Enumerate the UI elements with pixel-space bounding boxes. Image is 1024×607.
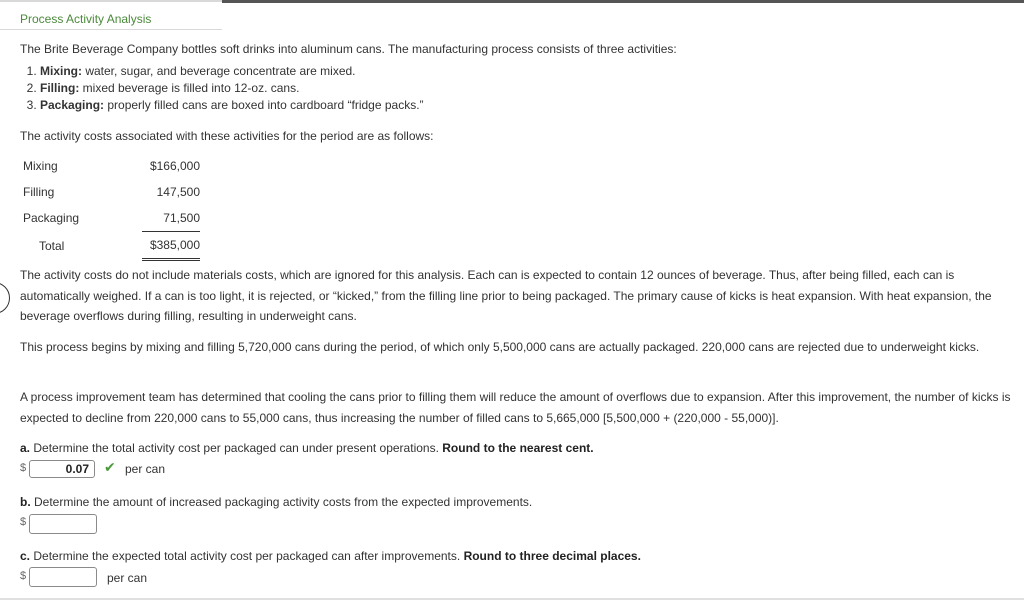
cost-label: Filling [23, 185, 55, 199]
question-text: Determine the amount of increased packaging activity costs from the expected improvements. [30, 495, 533, 509]
list-item [40, 97, 424, 114]
unit-label: per can [107, 571, 148, 585]
page-title: Process Activity Analysis [20, 12, 152, 26]
cost-value: $385,000 [142, 232, 200, 260]
paragraph-process: This process begins by mixing and filling 5,720,000 cans during the period, of which only 5,500,000 cans are actually packaged. 220,000 cans are rejected due to underweight kicks. [20, 340, 980, 354]
title-underline [0, 29, 222, 30]
question-c [20, 549, 641, 563]
paragraph-kicks: The activity costs do not include materials costs, which are ignored for this analysis. Each can is expected to contain 12 ounces of beverage. Thus, after being filled, each can is automatically weighed. If a can is too light, it is rejected, or “kicked,” from the filling line prior to being packaged. The primary cause of kicks is heat expansion. With heat expansion, the beverage overflows during filling, resulting in underweight cans. [20, 268, 992, 323]
costs-intro-text: The activity costs associated with these activities for the period are as follows: [20, 129, 434, 143]
cost-label: Packaging [23, 211, 80, 226]
answer-b-input[interactable] [29, 514, 97, 534]
activity-desc: mixed beverage is filled into 12-oz. cans. [79, 81, 300, 95]
activity-desc: water, sugar, and beverage concentrate are mixed. [82, 64, 356, 78]
edge-circle-decoration [0, 282, 10, 314]
answer-a-input[interactable]: 0.07 [29, 460, 95, 478]
top-border-dark [222, 0, 1024, 3]
table-row [20, 179, 200, 205]
unit-label: per can [125, 462, 166, 476]
question-a [20, 441, 594, 455]
table-row [20, 205, 200, 232]
activity-costs-table [20, 153, 200, 261]
cost-label: Mixing [23, 159, 58, 173]
question-text: Determine the total activity cost per packaged can under present operations. [30, 441, 443, 455]
cost-value: 71,500 [142, 205, 200, 232]
question-letter: c. [20, 549, 31, 563]
cost-value: 147,500 [156, 185, 200, 199]
activity-list [20, 63, 424, 114]
table-row-total [20, 232, 200, 260]
answer-c-input[interactable] [29, 567, 97, 587]
question-b [20, 495, 532, 509]
paragraph-improvement: A process improvement team has determined that cooling the cans prior to filling them will reduce the amount of overflows due to expansion. After this improvement, the number of kicks is expected to decline from 220,000 cans to 55,000 cans, thus increasing the number of filled cans to 5,665,000 [5,500,000 + (220,000 - 55,000)]. [20, 390, 1011, 425]
table-row [20, 153, 200, 179]
list-item [40, 63, 424, 80]
question-instruction: Round to the nearest cent. [442, 441, 594, 455]
activity-name: Filling: [40, 81, 80, 95]
activity-name: Packaging: [40, 98, 105, 112]
question-letter: a. [20, 441, 31, 455]
currency-sign: $ [20, 462, 27, 474]
check-icon: ✔ [104, 459, 116, 475]
question-letter: b. [20, 495, 31, 509]
intro-text: The Brite Beverage Company bottles soft drinks into aluminum cans. The manufacturing process consists of three activities: [20, 42, 677, 56]
question-instruction: Round to three decimal places. [463, 549, 641, 563]
currency-sign: $ [20, 516, 27, 528]
cost-value: $166,000 [149, 159, 200, 173]
cost-label: Total [39, 238, 65, 253]
question-text: Determine the expected total activity cost per packaged can after improvements. [30, 549, 464, 563]
currency-sign: $ [20, 570, 27, 582]
bottom-border [0, 598, 1024, 600]
activity-name: Mixing: [40, 64, 82, 78]
list-item [40, 80, 424, 97]
activity-desc: properly filled cans are boxed into cardboard “fridge packs.” [104, 98, 424, 112]
